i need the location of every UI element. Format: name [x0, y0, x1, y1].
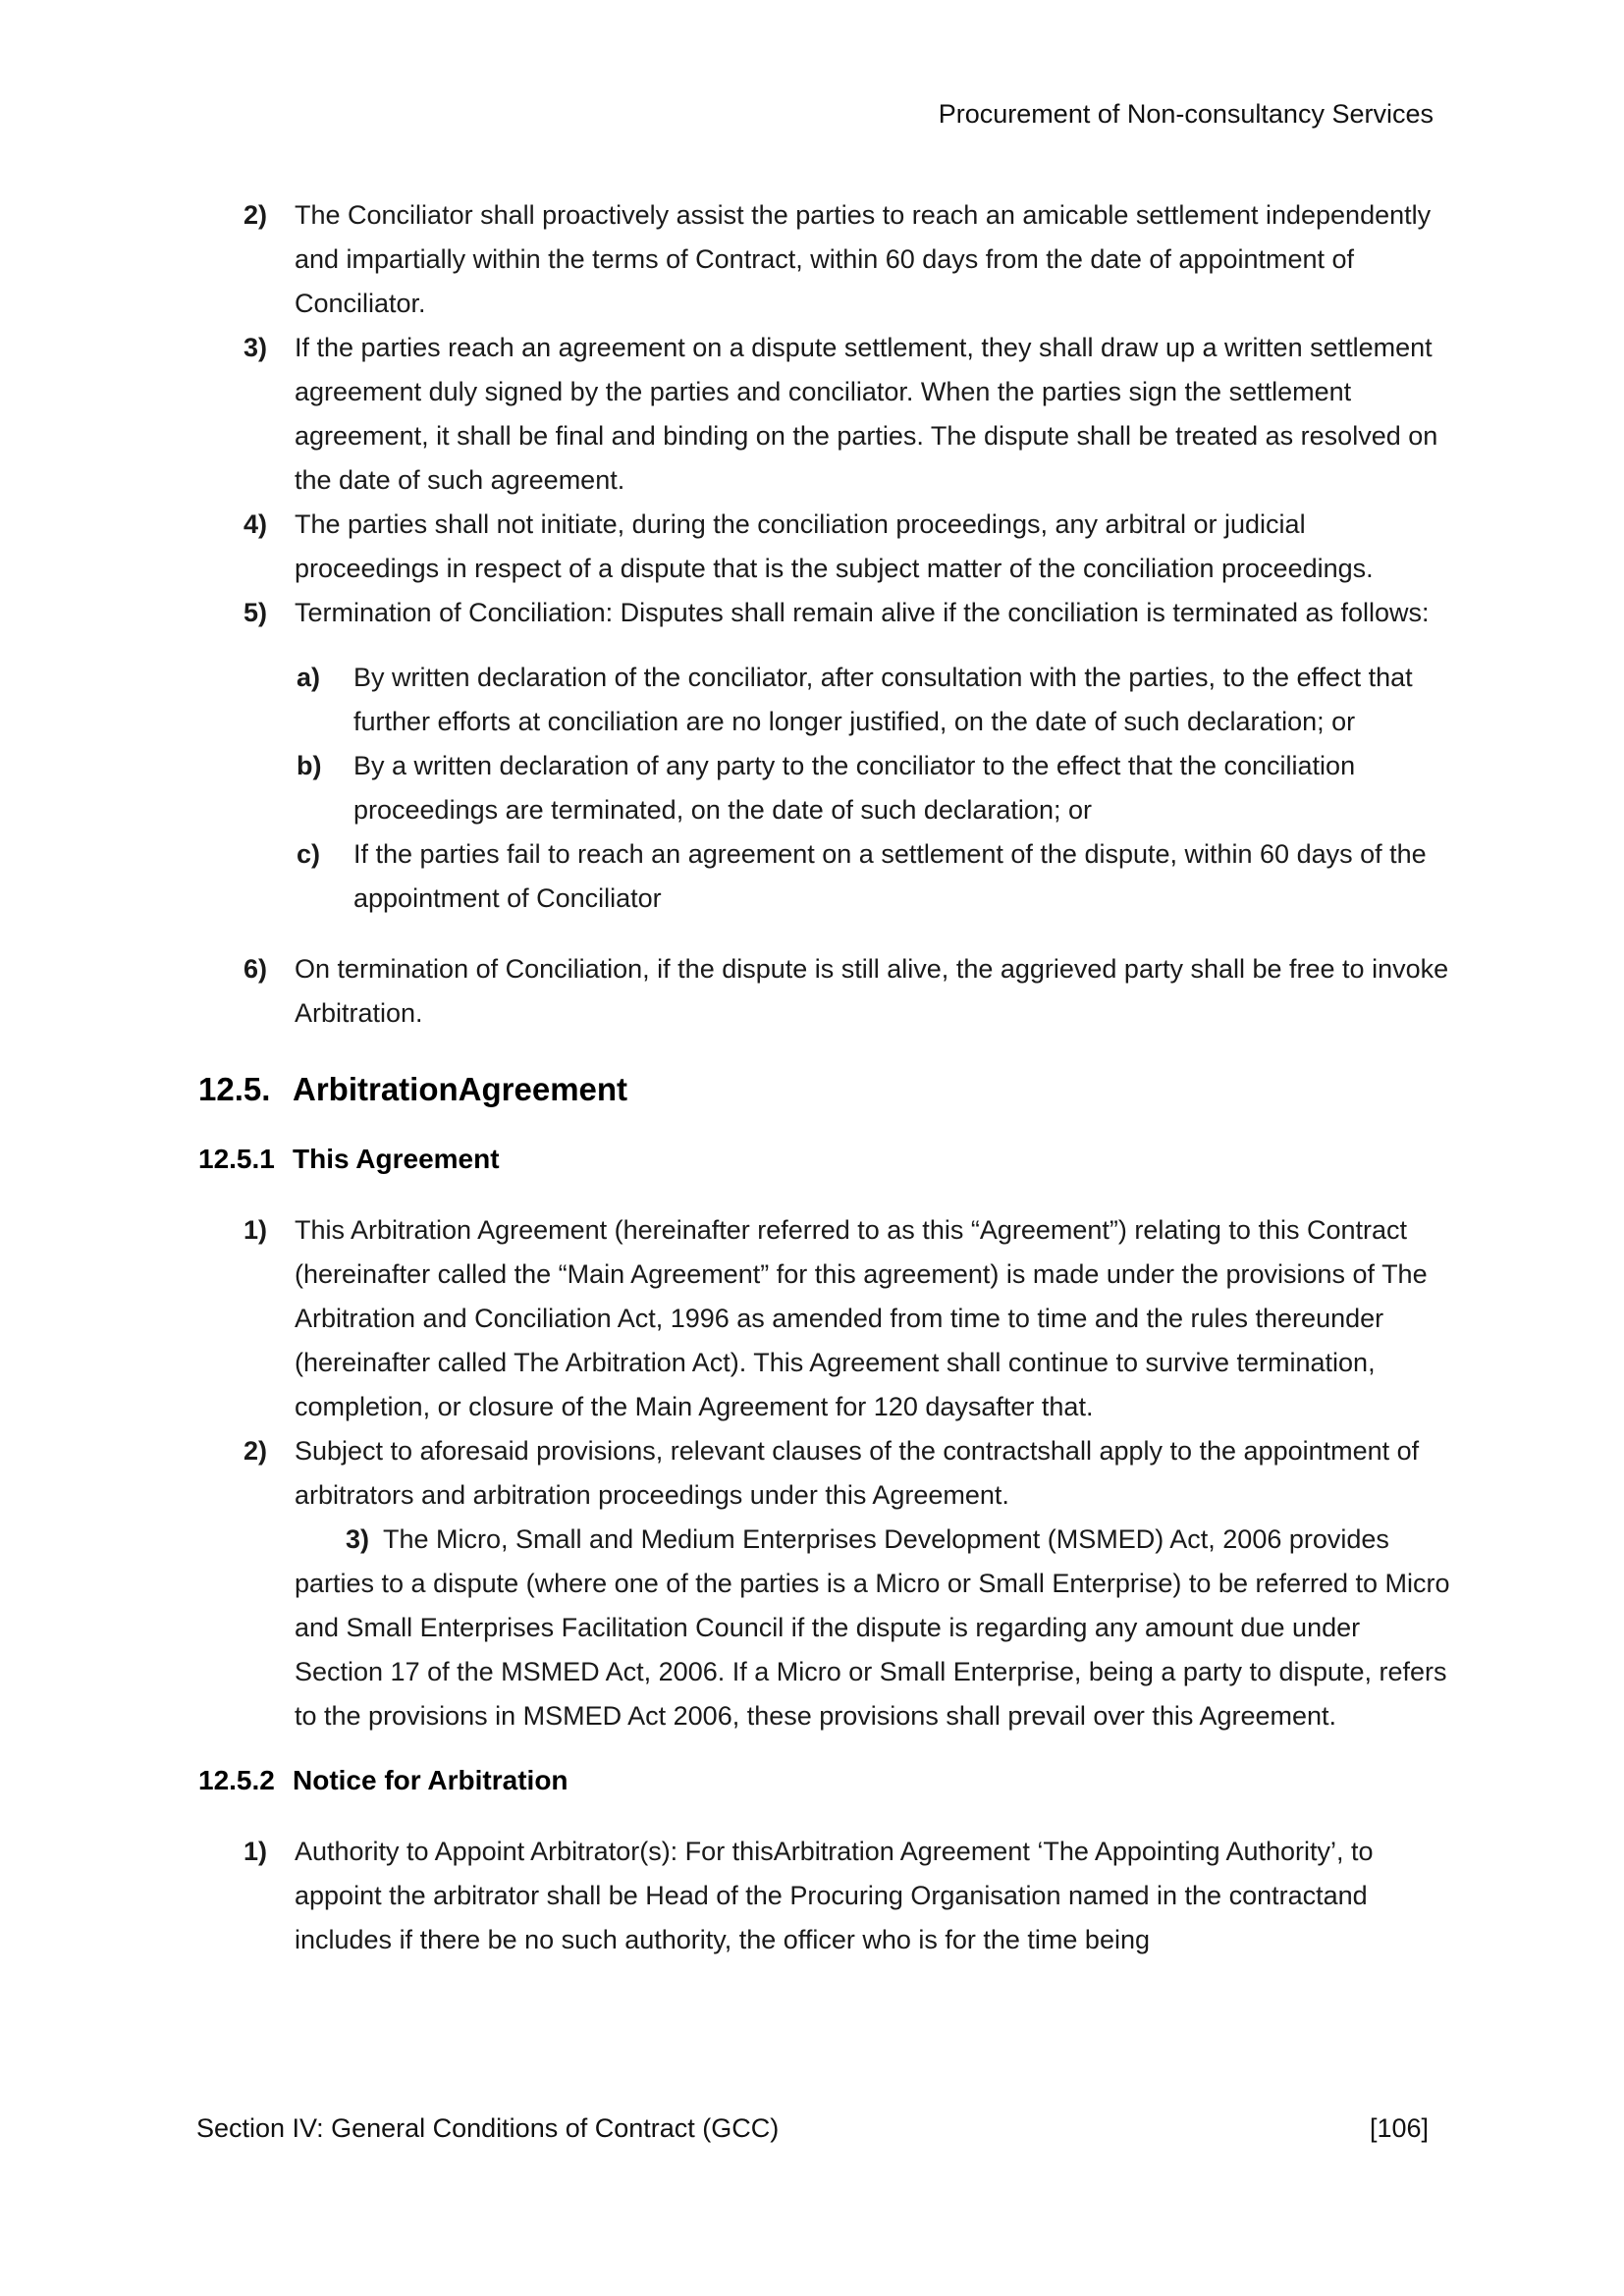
list-item	[244, 1429, 1451, 1518]
item-text: The Micro, Small and Medium Enterprises Development (MSMED) Act, 2006 provides parties to a dispute (where one of the parties is a Micro or Small Enterprise) to be referred to Micro and Small Enterprises Facilitation Council if the dispute is regarding any amount due under Section 17 of the MSMED Act, 2006. If a Micro or Small Enterprise, being a party to dispute, refers to the provisions in MSMED Act 2006, these provisions shall prevail over this Agreement.	[295, 1524, 1450, 1731]
page-header-title: Procurement of Non-consultancy Services	[938, 99, 1434, 129]
item-text: On termination of Conciliation, if the dispute is still alive, the aggrieved party shall be free to invoke Arbitration.	[295, 954, 1449, 1028]
item-text: If the parties fail to reach an agreement on a settlement of the dispute, within 60 days of the appointment of Conciliator	[353, 839, 1427, 913]
item-text: The parties shall not initiate, during the conciliation proceedings, any arbitral or judicial proceedings in respect of a dispute that is the subject matter of the conciliation proceedings.	[295, 509, 1374, 583]
list-item	[244, 947, 1451, 1036]
list-item-indented	[295, 1518, 1451, 1738]
footer-page-number: [106]	[1369, 2113, 1429, 2143]
sub-list-item	[297, 744, 1451, 832]
list-item	[244, 503, 1451, 591]
section-heading-12-5-2	[198, 1758, 1451, 1802]
page-footer	[196, 2112, 1429, 2144]
item-number: 1)	[244, 1215, 268, 1245]
item-text: Authority to Appoint Arbitrator(s): For thisArbitration Agreement ‘The Appointing Authority’, to appoint the arbitrator shall be Head of the Procuring Organisation named in the contractand includes if there be no such authority, the officer who is for the time being	[295, 1837, 1374, 1954]
item-text: Termination of Conciliation: Disputes shall remain alive if the conciliation is terminated as follows:	[295, 598, 1430, 627]
item-text: By written declaration of the conciliator, after consultation with the parties, to the effect that further efforts at conciliation are no longer justified, on the date of such declaration; or	[353, 663, 1413, 736]
list-item	[244, 326, 1451, 503]
section-number: 12.5.1	[198, 1144, 275, 1174]
list-item	[244, 1208, 1451, 1429]
section-number: 12.5.	[198, 1071, 271, 1107]
item-letter: a)	[297, 663, 321, 692]
footer-section-label: Section IV: General Conditions of Contract (GCC)	[196, 2113, 780, 2143]
item-letter: c)	[297, 839, 321, 869]
item-text: Subject to aforesaid provisions, relevant clauses of the contractshall apply to the appointment of arbitrators and arbitration proceedings under this Agreement.	[295, 1436, 1420, 1510]
sub-list-item	[297, 656, 1451, 744]
section-title: This Agreement	[293, 1144, 500, 1174]
item-number: 3)	[244, 333, 268, 362]
item-text: This Arbitration Agreement (hereinafter referred to as this “Agreement”) relating to this Contract (hereinafter called the “Main Agreement” for this agreement) is made under the provisions of The Arbitration and Conciliation Act, 1996 as amended from time to time and the rules thereunder (hereinafter called The Arbitration Act). This Agreement shall continue to survive termination, completion, or closure of the Main Agreement for 120 daysafter that.	[295, 1215, 1428, 1421]
list-item	[244, 591, 1451, 635]
sub-list	[297, 656, 1451, 921]
section-title: Notice for Arbitration	[293, 1765, 568, 1795]
section-heading-12-5	[198, 1067, 1451, 1111]
item-text: If the parties reach an agreement on a dispute settlement, they shall draw up a written settlement agreement duly signed by the parties and conciliator. When the parties sign the settlement agreement, it shall be final and binding on the parties. The dispute shall be treated as resolved on the date of such agreement.	[295, 333, 1438, 495]
item-number: 2)	[244, 1436, 268, 1466]
list-item	[244, 1830, 1451, 1962]
list-item	[244, 193, 1451, 326]
item-number: 2)	[244, 200, 268, 230]
item-number: 1)	[244, 1837, 268, 1866]
section-number: 12.5.2	[198, 1765, 275, 1795]
section-heading-12-5-1	[198, 1137, 1451, 1181]
item-letter: b)	[297, 751, 322, 780]
item-text: By a written declaration of any party to the conciliator to the effect that the conciliation proceedings are terminated, on the date of such declaration; or	[353, 751, 1356, 825]
item-number: 6)	[244, 954, 268, 984]
sub-list-item	[297, 832, 1451, 921]
item-number: 5)	[244, 598, 268, 627]
section-title: ArbitrationAgreement	[293, 1071, 628, 1107]
item-number: 4)	[244, 509, 268, 539]
document-body	[198, 193, 1451, 1962]
item-text: The Conciliator shall proactively assist the parties to reach an amicable settlement independently and impartially within the terms of Contract, within 60 days from the date of appointment of Conciliator.	[295, 200, 1432, 318]
item-number: 3)	[346, 1524, 370, 1554]
